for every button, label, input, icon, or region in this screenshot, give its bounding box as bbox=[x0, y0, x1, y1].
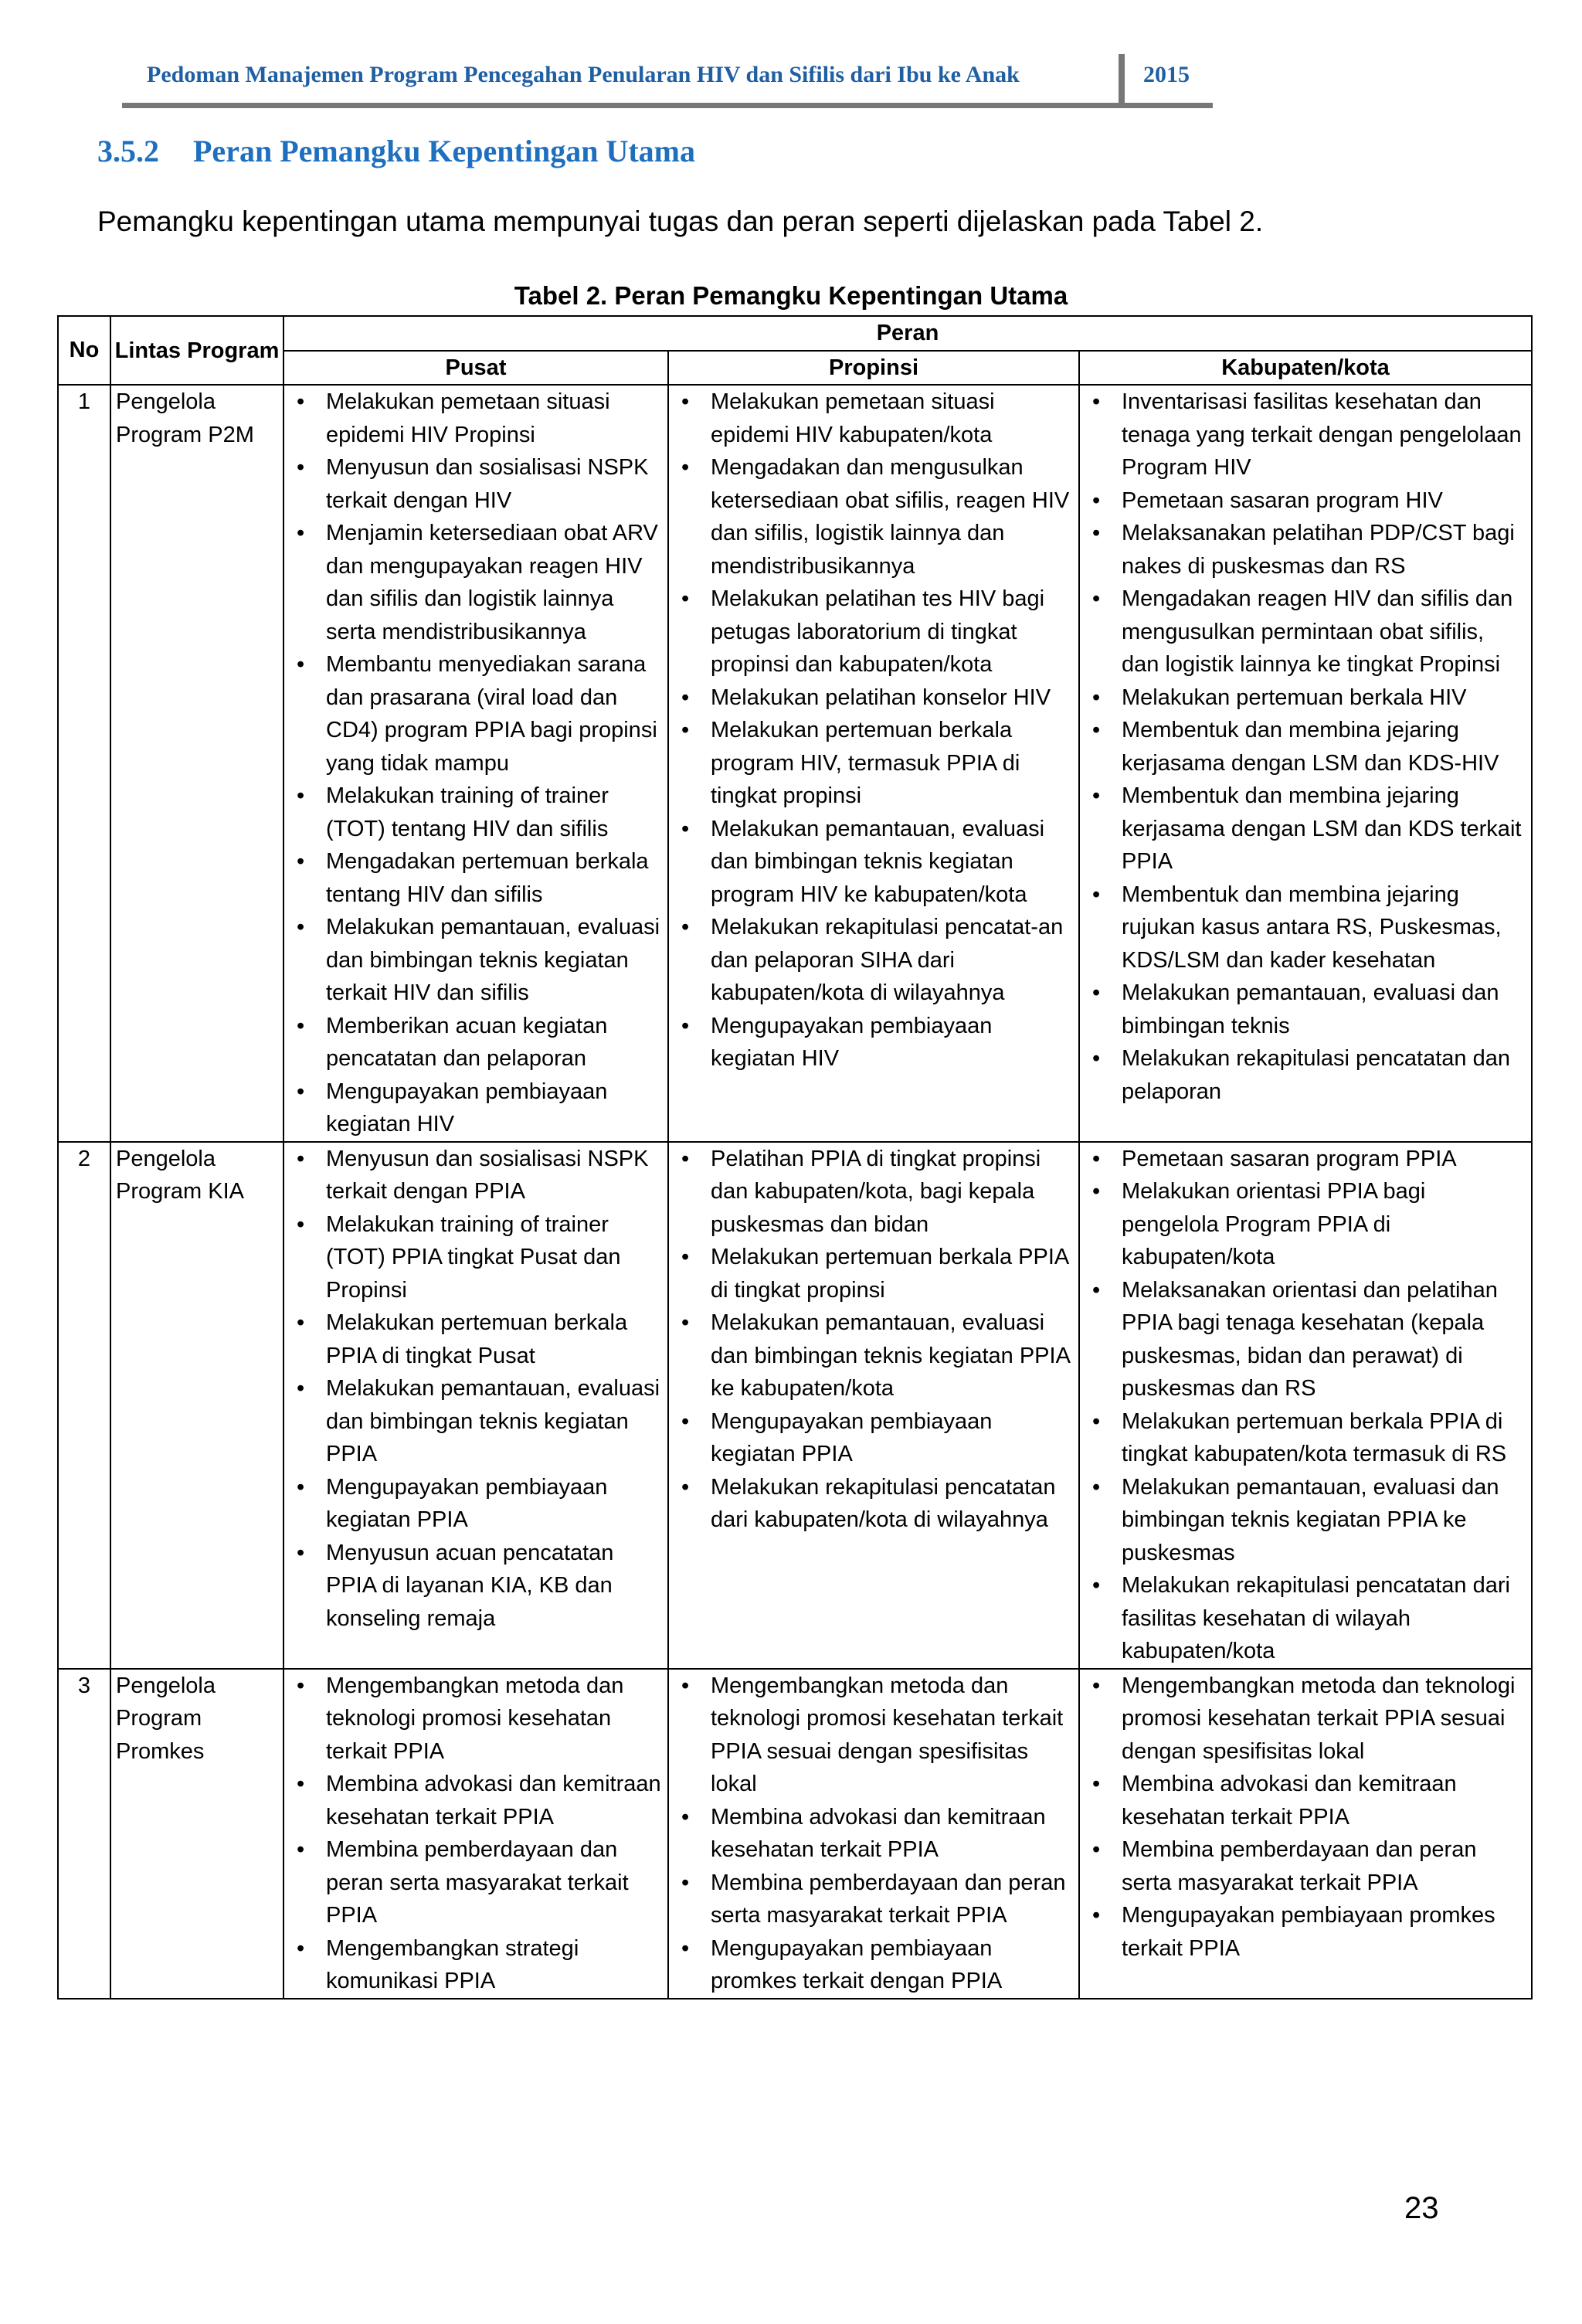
role-item: • Melakukan training of trainer (TOT) PPIA tingkat Pusat dan Propinsi bbox=[289, 1208, 663, 1307]
role-item: • Melakukan pemantauan, evaluasi dan bimbingan teknis kegiatan PPIA ke kabupaten/kota bbox=[674, 1306, 1074, 1405]
role-item: • Melakukan pemantauan, evaluasi dan bimbingan teknis kegiatan PPIA bbox=[289, 1372, 663, 1471]
propinsi-role-list bbox=[674, 386, 1074, 1075]
role-item: • Mengadakan pertemuan berkala tentang HIV dan sifilis bbox=[289, 845, 663, 911]
role-item: • Melakukan pertemuan berkala HIV bbox=[1085, 681, 1526, 715]
intro-paragraph: Pemangku kepentingan utama mempunyai tugas dan peran seperti dijelaskan pada Tabel 2. bbox=[97, 206, 1264, 237]
role-item: • Melakukan pemetaan situasi epidemi HIV kabupaten/kota bbox=[674, 386, 1074, 451]
role-item: • Melakukan pelatihan konselor HIV bbox=[674, 681, 1074, 715]
row-program: Pengelola Program KIA bbox=[110, 1142, 283, 1669]
role-item: • Pemetaan sasaran program PPIA bbox=[1085, 1143, 1526, 1176]
role-item: • Membina advokasi dan kemitraan kesehatan terkait PPIA bbox=[1085, 1768, 1526, 1833]
header-separator bbox=[1119, 54, 1125, 108]
col-header-pusat: Pusat bbox=[283, 351, 668, 386]
cell-propinsi bbox=[668, 1142, 1079, 1669]
role-item: • Melakukan pemantauan, evaluasi dan bimbingan teknis kegiatan PPIA ke puskesmas bbox=[1085, 1471, 1526, 1570]
row-program: Pengelola Program P2M bbox=[110, 385, 283, 1142]
cell-propinsi bbox=[668, 385, 1079, 1142]
role-item: • Melakukan rekapitulasi pencatatan dari kabupaten/kota di wilayahnya bbox=[674, 1471, 1074, 1537]
role-item: • Membina pemberdayaan dan peran serta masyarakat terkait PPIA bbox=[674, 1867, 1074, 1932]
row-number: 1 bbox=[58, 385, 110, 1142]
role-item: • Mengupayakan pembiayaan kegiatan HIV bbox=[674, 1010, 1074, 1075]
header-title: Pedoman Manajemen Program Pencegahan Penularan HIV dan Sifilis dari Ibu ke Anak bbox=[147, 62, 1020, 87]
section-heading bbox=[97, 133, 695, 169]
role-item: • Melakukan pemantauan, evaluasi dan bimbingan teknis kegiatan terkait HIV dan sifilis bbox=[289, 911, 663, 1010]
role-item: • Membina advokasi dan kemitraan kesehatan terkait PPIA bbox=[674, 1801, 1074, 1867]
cell-kabupaten bbox=[1079, 1669, 1532, 1999]
header-year: 2015 bbox=[1143, 62, 1190, 87]
col-header-no: No bbox=[58, 316, 110, 385]
table-row bbox=[58, 385, 1532, 1142]
role-item: • Mengadakan dan mengusulkan ketersediaan obat sifilis, reagen HIV dan sifilis, logistik lainnya dan mendistribusikannya bbox=[674, 451, 1074, 583]
pusat-role-list bbox=[289, 386, 663, 1141]
table-caption: Tabel 2. Peran Pemangku Kepentingan Utama bbox=[514, 281, 1068, 310]
role-item: • Mengupayakan pembiayaan promkes terkait PPIA bbox=[1085, 1899, 1526, 1965]
role-item: • Melakukan pemetaan situasi epidemi HIV Propinsi bbox=[289, 386, 663, 451]
cell-pusat bbox=[283, 1669, 668, 1999]
row-program: Pengelola Program Promkes bbox=[110, 1669, 283, 1999]
role-item: • Mengupayakan pembiayaan promkes terkait dengan PPIA bbox=[674, 1932, 1074, 1998]
role-item: • Melaksanakan pelatihan PDP/CST bagi nakes di puskesmas dan RS bbox=[1085, 517, 1526, 583]
table-body bbox=[58, 385, 1532, 1999]
role-item: • Mengembangkan metoda dan teknologi promosi kesehatan terkait PPIA sesuai dengan spesifisitas lokal bbox=[1085, 1670, 1526, 1768]
role-item: • Membina pemberdayaan dan peran serta masyarakat terkait PPIA bbox=[289, 1833, 663, 1932]
role-item: • Melakukan pertemuan berkala PPIA di tingkat propinsi bbox=[674, 1241, 1074, 1306]
role-item: • Melakukan training of trainer (TOT) tentang HIV dan sifilis bbox=[289, 780, 663, 845]
col-header-propinsi: Propinsi bbox=[668, 351, 1079, 386]
role-item: • Memberikan acuan kegiatan pencatatan dan pelaporan bbox=[289, 1010, 663, 1075]
col-header-peran: Peran bbox=[283, 316, 1532, 351]
kabupaten-role-list bbox=[1085, 1670, 1526, 1966]
role-item: • Pemetaan sasaran program HIV bbox=[1085, 484, 1526, 518]
role-item: • Menyusun dan sosialisasi NSPK terkait dengan HIV bbox=[289, 451, 663, 517]
cell-propinsi bbox=[668, 1669, 1079, 1999]
role-item: • Melakukan rekapitulasi pencatatan dari fasilitas kesehatan di wilayah kabupaten/kota bbox=[1085, 1569, 1526, 1668]
role-item: • Mengadakan reagen HIV dan sifilis dan mengusulkan permintaan obat sifilis, dan logistik lainnya ke tingkat Propinsi bbox=[1085, 583, 1526, 681]
role-item: • Membentuk dan membina jejaring rujukan kasus antara RS, Puskesmas, KDS/LSM dan kader kesehatan bbox=[1085, 878, 1526, 977]
role-item: • Mengembangkan strategi komunikasi PPIA bbox=[289, 1932, 663, 1998]
role-item: • Melakukan pertemuan berkala PPIA di tingkat Pusat bbox=[289, 1306, 663, 1372]
role-item: • Menyusun acuan pencatatan PPIA di layanan KIA, KB dan konseling remaja bbox=[289, 1537, 663, 1636]
col-header-kabupaten: Kabupaten/kota bbox=[1079, 351, 1532, 386]
page-number: 23 bbox=[1404, 2191, 1439, 2225]
role-item: • Melakukan pemantauan, evaluasi dan bimbingan teknis bbox=[1085, 977, 1526, 1042]
cell-kabupaten bbox=[1079, 385, 1532, 1142]
role-item: • Mengupayakan pembiayaan kegiatan PPIA bbox=[289, 1471, 663, 1537]
kabupaten-role-list bbox=[1085, 386, 1526, 1108]
col-header-lintas-program: Lintas Program bbox=[110, 316, 283, 385]
role-item: • Melakukan orientasi PPIA bagi pengelola Program PPIA di kabupaten/kota bbox=[1085, 1175, 1526, 1274]
role-item: • Melakukan pemantauan, evaluasi dan bimbingan teknis kegiatan program HIV ke kabupaten/kota bbox=[674, 813, 1074, 912]
cell-pusat bbox=[283, 1142, 668, 1669]
roles-table bbox=[57, 315, 1533, 2000]
role-item: • Inventarisasi fasilitas kesehatan dan tenaga yang terkait dengan pengelolaan Program HIV bbox=[1085, 386, 1526, 484]
role-item: • Membina pemberdayaan dan peran serta masyarakat terkait PPIA bbox=[1085, 1833, 1526, 1899]
running-header bbox=[122, 54, 1213, 110]
propinsi-role-list bbox=[674, 1670, 1074, 1998]
table-row bbox=[58, 1669, 1532, 1999]
role-item: • Mengupayakan pembiayaan kegiatan PPIA bbox=[674, 1405, 1074, 1471]
role-item: • Menyusun dan sosialisasi NSPK terkait dengan PPIA bbox=[289, 1143, 663, 1208]
role-item: • Melakukan pertemuan berkala PPIA di tingkat kabupaten/kota termasuk di RS bbox=[1085, 1405, 1526, 1471]
role-item: • Mengembangkan metoda dan teknologi promosi kesehatan terkait PPIA bbox=[289, 1670, 663, 1768]
header-rule bbox=[122, 103, 1213, 108]
role-item: • Membina advokasi dan kemitraan kesehatan terkait PPIA bbox=[289, 1768, 663, 1833]
role-item: • Melakukan pertemuan berkala program HIV, termasuk PPIA di tingkat propinsi bbox=[674, 714, 1074, 813]
pusat-role-list bbox=[289, 1670, 663, 1998]
section-title: Peran Pemangku Kepentingan Utama bbox=[193, 134, 695, 168]
role-item: • Membentuk dan membina jejaring kerjasama dengan LSM dan KDS terkait PPIA bbox=[1085, 780, 1526, 878]
cell-kabupaten bbox=[1079, 1142, 1532, 1669]
section-number: 3.5.2 bbox=[97, 134, 159, 168]
role-item: • Membentuk dan membina jejaring kerjasama dengan LSM dan KDS-HIV bbox=[1085, 714, 1526, 780]
role-item: • Melaksanakan orientasi dan pelatihan PPIA bagi tenaga kesehatan (kepala puskesmas, bidan dan perawat) di puskesmas dan RS bbox=[1085, 1274, 1526, 1405]
kabupaten-role-list bbox=[1085, 1143, 1526, 1668]
pusat-role-list bbox=[289, 1143, 663, 1636]
cell-pusat bbox=[283, 385, 668, 1142]
role-item: • Menjamin ketersediaan obat ARV dan mengupayakan reagen HIV dan sifilis dan logistik lainnya serta mendistribusikannya bbox=[289, 517, 663, 648]
role-item: • Membantu menyediakan sarana dan prasarana (viral load dan CD4) program PPIA bagi propinsi yang tidak mampu bbox=[289, 648, 663, 780]
role-item: • Melakukan rekapitulasi pencatat-an dan pelaporan SIHA dari kabupaten/kota di wilayahnya bbox=[674, 911, 1074, 1010]
propinsi-role-list bbox=[674, 1143, 1074, 1537]
role-item: • Melakukan pelatihan tes HIV bagi petugas laboratorium di tingkat propinsi dan kabupaten/kota bbox=[674, 583, 1074, 681]
row-number: 2 bbox=[58, 1142, 110, 1669]
role-item: • Mengupayakan pembiayaan kegiatan HIV bbox=[289, 1075, 663, 1141]
role-item: • Melakukan rekapitulasi pencatatan dan pelaporan bbox=[1085, 1042, 1526, 1108]
role-item: • Pelatihan PPIA di tingkat propinsi dan kabupaten/kota, bagi kepala puskesmas dan bidan bbox=[674, 1143, 1074, 1242]
table-row bbox=[58, 1142, 1532, 1669]
role-item: • Mengembangkan metoda dan teknologi promosi kesehatan terkait PPIA sesuai dengan spesifisitas lokal bbox=[674, 1670, 1074, 1801]
row-number: 3 bbox=[58, 1669, 110, 1999]
